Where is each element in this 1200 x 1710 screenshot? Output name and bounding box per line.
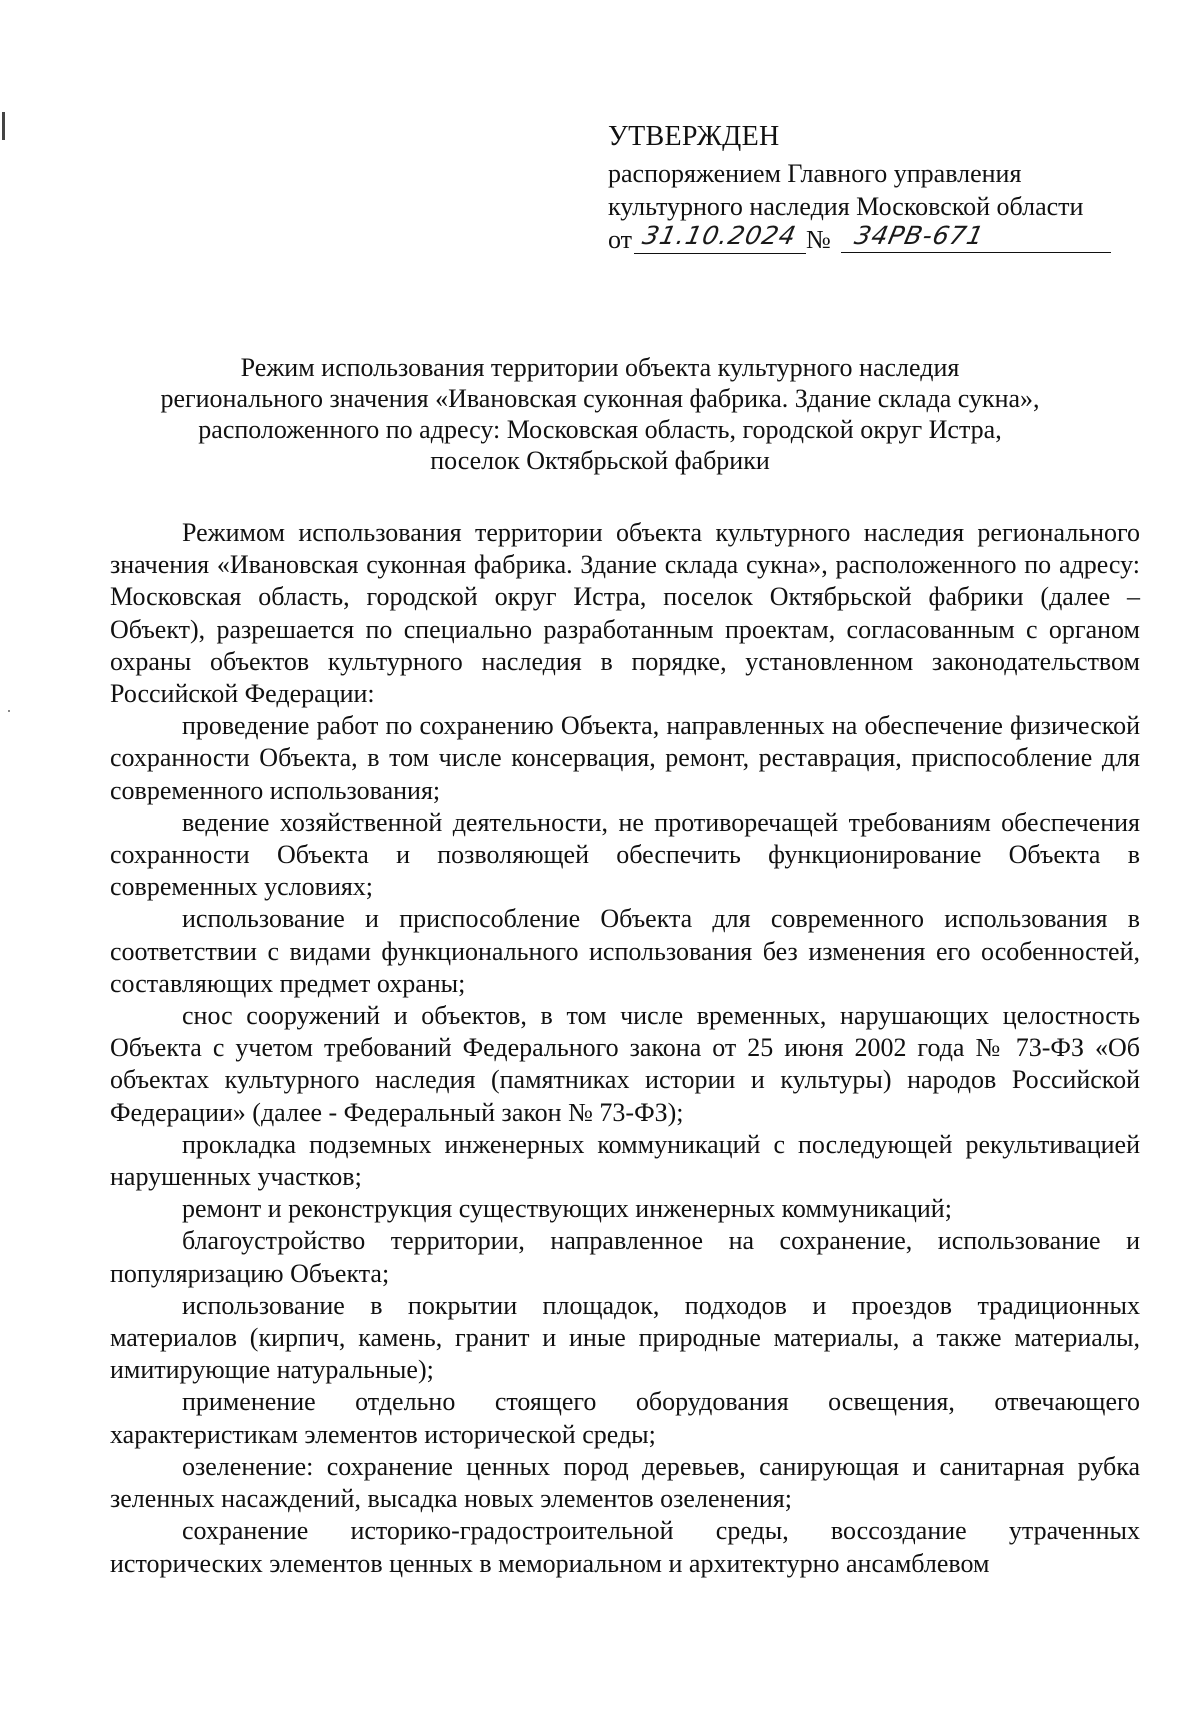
handwritten-number: 34РВ-671 bbox=[851, 221, 987, 250]
document-body bbox=[110, 517, 1140, 1580]
date-field bbox=[634, 223, 806, 254]
paragraph-item: использование в покрытии площадок, подходов и проездов традиционных материалов (кирпич, камень, гранит и иные природные материалы, а также материалы, имитирующие натуральные); bbox=[110, 1290, 1140, 1385]
title-line-2: регионального значения «Ивановская суконная фабрика. Здание склада сукна», bbox=[160, 384, 1040, 413]
approval-heading: УТВЕРЖДЕН bbox=[608, 121, 780, 152]
paragraph-item: прокладка подземных инженерных коммуникаций с последующей рекультивацией нарушенных участков; bbox=[110, 1129, 1140, 1192]
paragraph-item: ремонт и реконструкция существующих инженерных коммуникаций; bbox=[182, 1194, 952, 1224]
paragraph-item: использование и приспособление Объекта для современного использования в соответствии с видами функционального использования без изменения его особенностей, составляющих предмет охраны; bbox=[110, 904, 1140, 998]
scan-edge-mark bbox=[2, 112, 5, 140]
paragraph-item: проведение работ по сохранению Объекта, направленных на обеспечение физической сохранности Объекта, в том числе консервация, ремонт, реставрация, приспособление для современного использования; bbox=[110, 711, 1140, 805]
title-line-4: поселок Октябрьской фабрики bbox=[430, 446, 770, 475]
approval-block bbox=[608, 117, 1168, 263]
handwritten-date: 31.10.2024 bbox=[640, 221, 800, 250]
paragraph-item: сохранение историко-градостроительной среды, воссоздание утраченных исторических элементов ценных в мемориальном и архитектурно ансамблевом bbox=[110, 1516, 1140, 1578]
approval-line-2: культурного наследия Московской области bbox=[608, 192, 1084, 221]
number-field bbox=[841, 223, 1111, 253]
document-title bbox=[100, 352, 1100, 476]
paragraph-item: озеленение: сохранение ценных пород деревьев, санирующая и санитарная рубка зеленных насаждений, высадка новых элементов озеленения; bbox=[110, 1451, 1140, 1514]
paragraph-intro: Режимом использования территории объекта культурного наследия регионального значения «Ивановская суконная фабрика. Здание склада сукна», расположенного по адресу: Московская область, городской округ Истра, поселок Октябрьской фабрики (далее – Объект), разрешается по специально разработанным проектам, согласованным с органом охраны объектов культурного наследия в порядке, установленном законодательством Российской Федерации: bbox=[110, 518, 1140, 709]
from-label: от bbox=[608, 225, 633, 254]
paragraph-item: снос сооружений и объектов, в том числе временных, нарушающих целостность Объекта с учетом требований Федерального закона от 25 июня 2002 года № 73-ФЗ «Об объектах культурного наследия (памятниках истории и культуры) народов Российской Федерации» (далее - Федеральный закон № 73-ФЗ); bbox=[110, 1001, 1140, 1127]
title-line-3: расположенного по адресу: Московская область, городской округ Истра, bbox=[198, 415, 1002, 444]
paragraph-item: ведение хозяйственной деятельности, не противоречащей требованиям обеспечения сохранности Объекта и позволяющей обеспечить функционирование Объекта в современных условиях; bbox=[110, 807, 1140, 902]
approval-date-number-row bbox=[608, 223, 1168, 263]
title-line-1: Режим использования территории объекта культурного наследия bbox=[240, 353, 960, 382]
approval-line-1: распоряжением Главного управления bbox=[608, 159, 1022, 188]
number-label: № bbox=[806, 225, 831, 254]
paragraph-item: применение отдельно стоящего оборудования освещения, отвечающего характеристикам элементов исторической среды; bbox=[110, 1387, 1140, 1449]
paragraph-item: благоустройство территории, направленное на сохранение, использование и популяризацию Объекта; bbox=[110, 1226, 1140, 1288]
scan-speck bbox=[8, 710, 10, 712]
